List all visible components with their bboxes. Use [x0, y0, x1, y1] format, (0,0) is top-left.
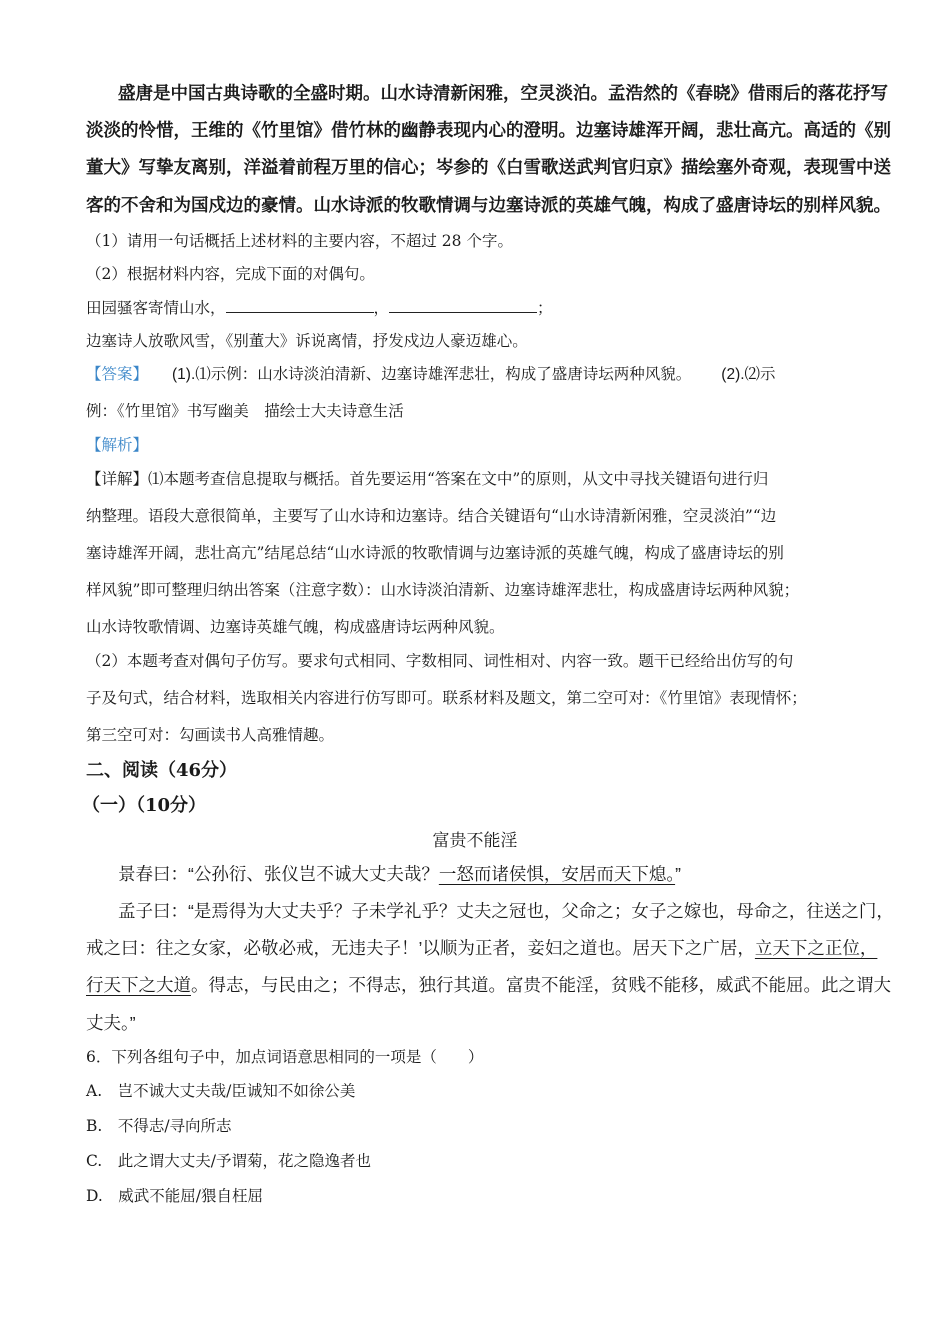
classical-text: 景春曰：“公孙衍、张仪岂不诚大丈夫哉？: [118, 864, 439, 884]
answer-part1-number: (1).: [172, 366, 196, 383]
subsection-heading: （一）（10分）: [82, 795, 207, 816]
couplet-line-2: 边塞诗人放歌风雪，《别董大》诉说离情，抒发戍边人豪迈雄心。: [86, 332, 528, 350]
underlined-sentence: 一怒而诸侯惧，安居而天下熄。: [438, 864, 676, 884]
analysis-line: 子及句式，结合材料，选取相关内容进行仿写即可。联系材料及题文，第二空可对：《竹里馆》表现情怀；: [86, 689, 807, 707]
analysis-tag: 【解析】: [86, 436, 149, 454]
answer-tag: 【答案】: [86, 365, 149, 383]
classical-line: [86, 972, 891, 997]
question-1: （1）请用一句话概括上述材料的主要内容，不超过 28 个字。: [86, 232, 513, 250]
answer-part2-number: (2).: [721, 366, 745, 383]
answer-part2-text: ⑵示: [744, 365, 776, 383]
couplet-line-1: [86, 296, 553, 318]
mcq-stem: 6．下列各组句子中，加点词语意思相同的一项是（ ）: [86, 1048, 484, 1066]
classical-line: [86, 935, 877, 960]
underlined-sentence: 行天下之大道: [86, 975, 191, 995]
question-2: （2）根据材料内容，完成下面的对偶句。: [86, 265, 375, 283]
analysis-line: 山水诗牧歌情调、边塞诗英雄气魄，构成盛唐诗坛两种风貌。: [86, 618, 505, 636]
couplet-end: ；: [537, 299, 553, 317]
classical-line: 孟子曰：“是焉得为大丈夫乎？子未学礼乎？丈夫之冠也，父命之；女子之嫁也，母命之，往送之门，: [118, 901, 894, 921]
analysis-line: 【详解】⑴本题考查信息提取与概括。首先要运用“答案在文中”的原则，从文中寻找关键语句进行归: [86, 470, 769, 488]
answer-blank-2[interactable]: [389, 298, 537, 313]
couplet-start: 田园骚客寄情山水，: [86, 299, 226, 317]
analysis-line: 塞诗雄浑开阔，悲壮高亢”结尾总结“山水诗派的牧歌情调与边塞诗派的英雄气魄，构成了盛唐诗坛的别: [86, 544, 784, 562]
classical-text: ”: [675, 864, 681, 884]
classical-line: 丈夫。”: [86, 1013, 136, 1033]
passage-line: 客的不舍和为国戍边的豪情。山水诗派的牧歌情调与边塞诗派的英雄气魄，构成了盛唐诗坛的别样风貌。: [86, 195, 891, 215]
classical-line: [118, 861, 681, 886]
analysis-line: 第三空可对：勾画读书人高雅情趣。: [86, 726, 335, 744]
classical-text: 。得志，与民由之；不得志，独行其道。富贵不能淫，贫贱不能移，威武不能屈。此之谓大: [191, 975, 891, 995]
couplet-comma: ，: [373, 299, 390, 317]
answer-part1-text: ⑴示例：山水诗淡泊清新、边塞诗雄浑悲壮，构成了盛唐诗坛两种风貌。: [195, 365, 692, 383]
mcq-option-b[interactable]: B. 不得志/寻向所志: [86, 1117, 232, 1135]
mcq-option-c[interactable]: C. 此之谓大丈夫/予谓菊，花之隐逸者也: [86, 1152, 371, 1170]
passage-line: 董大》写挚友离别，洋溢着前程万里的信心；岑参的《白雪歌送武判官归京》描绘塞外奇观，表现雪中送: [86, 157, 891, 177]
analysis-line: 样风貌”即可整理归纳出答案（注意字数）：山水诗淡泊清新、边塞诗雄浑悲壮，构成盛唐诗坛两种风貌；: [86, 581, 800, 599]
section-heading: 二、阅读（46分）: [86, 760, 238, 781]
mcq-option-d[interactable]: D. 威武不能屈/猥自枉屈: [86, 1187, 264, 1205]
passage-line: 盛唐是中国古典诗歌的全盛时期。山水诗清新闲雅，空灵淡泊。孟浩然的《春晓》借雨后的落花抒写: [118, 83, 888, 103]
analysis-line: （2）本题考查对偶句子仿写。要求句式相同、字数相同、词性相对、内容一致。题干已经给出仿写的句: [86, 652, 794, 670]
analysis-line: 纳整理。语段大意很简单，主要写了山水诗和边塞诗。结合关键语句“山水诗清新闲雅，空灵淡泊”“边: [86, 507, 777, 525]
mcq-option-a[interactable]: A. 岂不诚大丈夫哉/臣诚知不如徐公美: [86, 1082, 356, 1100]
underlined-sentence: 立天下之正位，: [754, 938, 878, 958]
passage-line: 淡淡的怜惜，王维的《竹里馆》借竹林的幽静表现内心的澄明。边塞诗雄浑开阔，悲壮高亢。高适的《别: [86, 120, 891, 140]
passage-title: 富贵不能淫: [432, 831, 518, 850]
classical-text: 戒之曰：往之女家，必敬必戒，无违夫子！’以顺为正者，妾妇之道也。居天下之广居，: [86, 938, 755, 958]
answer-line-2: 例：《竹里馆》书写幽美 描绘士大夫诗意生活: [86, 402, 404, 420]
answer-line-1: [86, 362, 776, 384]
answer-blank-1[interactable]: [226, 298, 374, 313]
